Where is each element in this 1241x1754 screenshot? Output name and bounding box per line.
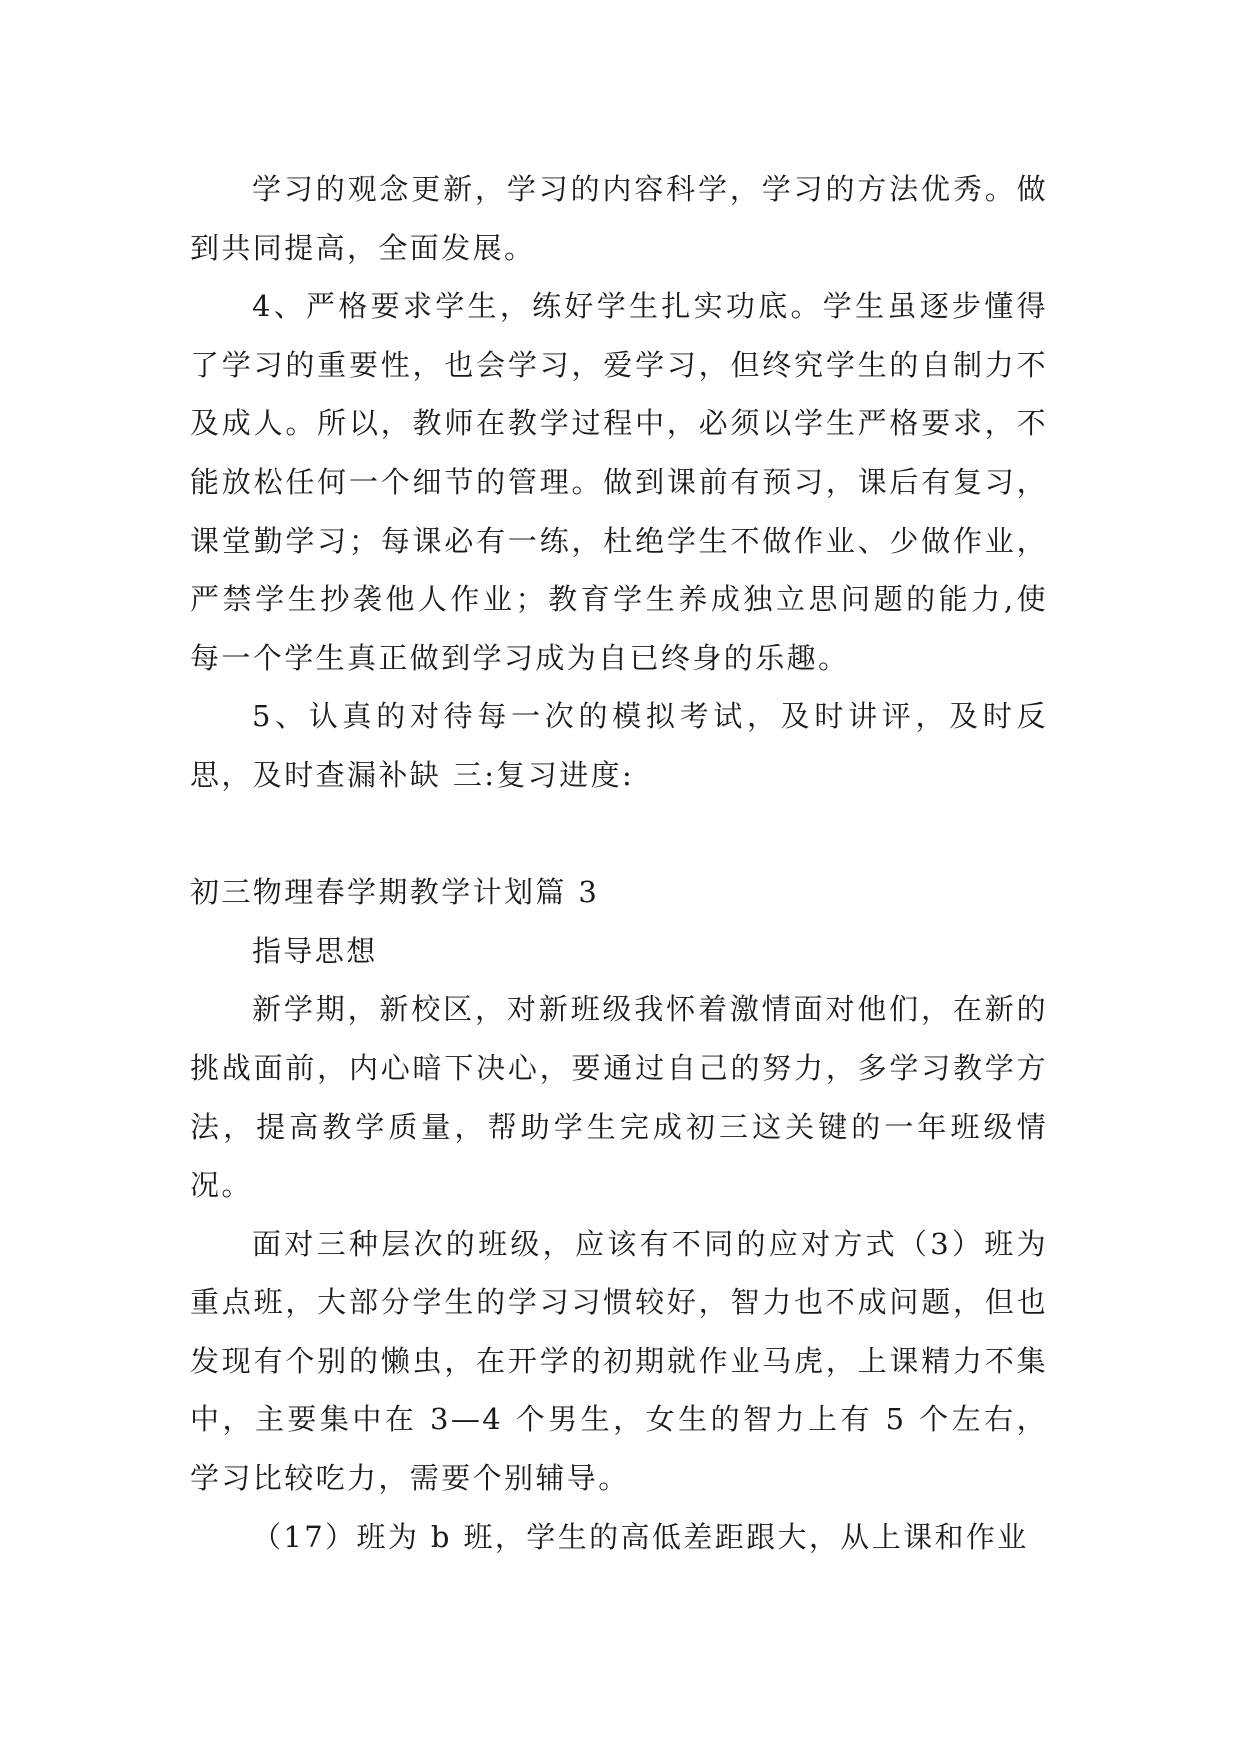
paragraph-guiding-thought-heading: 指导思想 (252, 933, 378, 968)
paragraph-class-17: （17）班为 b 班，学生的高低差距跟大，从上课和作业 (252, 1519, 1029, 1554)
paragraph-new-semester: 新学期，新校区，对新班级我怀着激情面对他们，在新的挑战面前，内心暗下决心，要通过自己的努力，多学习教学方法，提高教学质量，帮助学生完成初三这关键的一年班级情况。 (190, 992, 1048, 1203)
paragraph-strict-requirements: 4、严格要求学生，练好学生扎实功底。学生虽逐步懂得了学习的重要性，也会学习，爱学习，但终究学生的自制力不及成人。所以，教师在教学过程中，必须以学生严格要求，不能放松任何一个细节的管理。做到课前有预习，课后有复习，课堂勤学习；每课必有一练，杜绝学生不做作业、少做作业，严禁学生抄袭他人作业；教育学生养成独立思问题的能力,使每一个学生真正做到学习成为自已终身的乐趣。 (190, 289, 1048, 675)
paragraph-mock-exams: 5、认真的对待每一次的模拟考试，及时讲评，及时反思，及时查漏补缺 三:复习进度: (190, 699, 1048, 792)
document-body (190, 160, 1048, 1566)
section-title: 初三物理春学期教学计划篇 3 (190, 875, 600, 910)
paragraph-class-levels: 面对三种层次的班级，应该有不同的应对方式（3）班为重点班，大部分学生的学习习惯较好，智力也不成问题，但也发现有个别的懒虫，在开学的初期就作业马虎，上课精力不集中，主要集中在 3—4 个男生，女生的智力上有 5 个左右，学习比较吃力，需要个别辅导。 (190, 1226, 1048, 1496)
section-spacer (190, 805, 1048, 864)
paragraph-study-concept: 学习的观念更新，学习的内容科学，学习的方法优秀。做到共同提高，全面发展。 (190, 172, 1048, 265)
